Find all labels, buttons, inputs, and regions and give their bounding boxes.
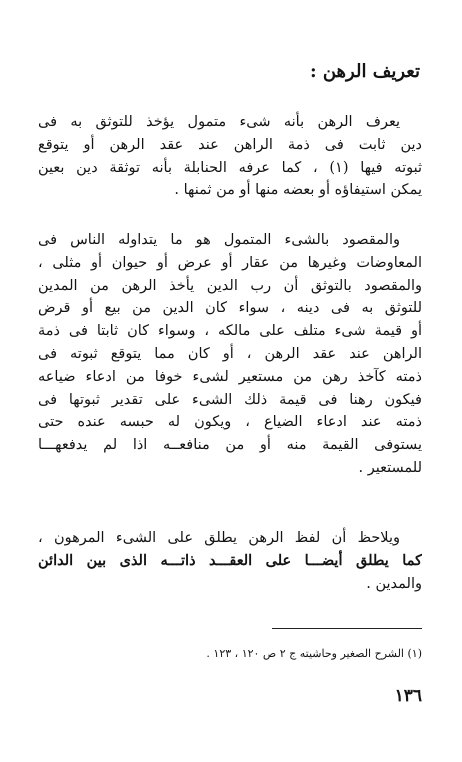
paragraph-line: ثبوته فيها (١) ، كما عرفه الحنابلة بأنه توثقة دين بعين [38,159,422,176]
footnote: (١) الشرح الصغير وحاشيته ج ٢ ص ١٢٠ ، ١٢٣ . [206,647,422,660]
paragraph-line: فيكون رهنا فى قيمة ذلك الشىء على تقدير ثبوتها فى [38,391,422,408]
paragraph-line: ذمته عند ادعاء الضياع ، ويكون له حبسه عنده حتى [38,414,422,431]
paragraph-line: للتوثق به فى دينه ، سواء كان الدين من بيع أو قرض [38,300,422,317]
paragraph-line: للمستعير . [358,459,422,476]
paragraph-line: أو قيمة شىء متلف على مالكه ، وسواء كان ثابتا فى ذمة [38,323,422,340]
paragraph-line: كما يطلق أيضـــا على العقـــد ذاتـــه الذى بين الدائن [38,551,422,569]
paragraph-definition [38,111,422,202]
paragraph-line: والمقصود بالتوثق أن رب الدين يأخذ الرهن من المدين [38,277,422,294]
paragraph-line: يعرف الرهن بأنه شىء متمول يؤخذ للتوثق به فى [38,114,400,130]
paragraph-note [38,527,422,595]
paragraph-line: الراهن عند عقد الرهن ، أو كان مما يتوقع ثبوته فى [38,345,422,362]
page-number: ١٣٦ [394,686,422,706]
paragraph-line: والمقصود بالشىء المتمول هو ما يتداوله الناس فى [38,232,400,248]
paragraph-explanation [38,229,422,480]
paragraph-line: المعاوضات وغيرها من عقار أو عرض أو حيوان أو مثلى ، [38,254,422,271]
paragraph-line: يمكن استيفاؤه أو بعضه منها أو من ثمنها . [174,182,422,199]
paragraph-line: دين ثابت فى ذمة الراهن عند عقد الرهن أو يتوقع [38,136,422,153]
paragraph-line: ذمته كآخذ رهن من مستعير لشىء خوفا من ادعاء ضياعه [38,368,422,385]
footnote-divider [272,628,422,629]
paragraph-line: والمدين . [366,575,422,592]
paragraph-line: ويلاحظ أن لفظ الرهن يطلق على الشىء المرهون ، [38,530,400,546]
section-heading: تعريف الرهن : [309,61,420,82]
paragraph-line: يستوفى القيمة منه أو من منافعــه اذا لم يدفعهـــا [38,437,422,454]
